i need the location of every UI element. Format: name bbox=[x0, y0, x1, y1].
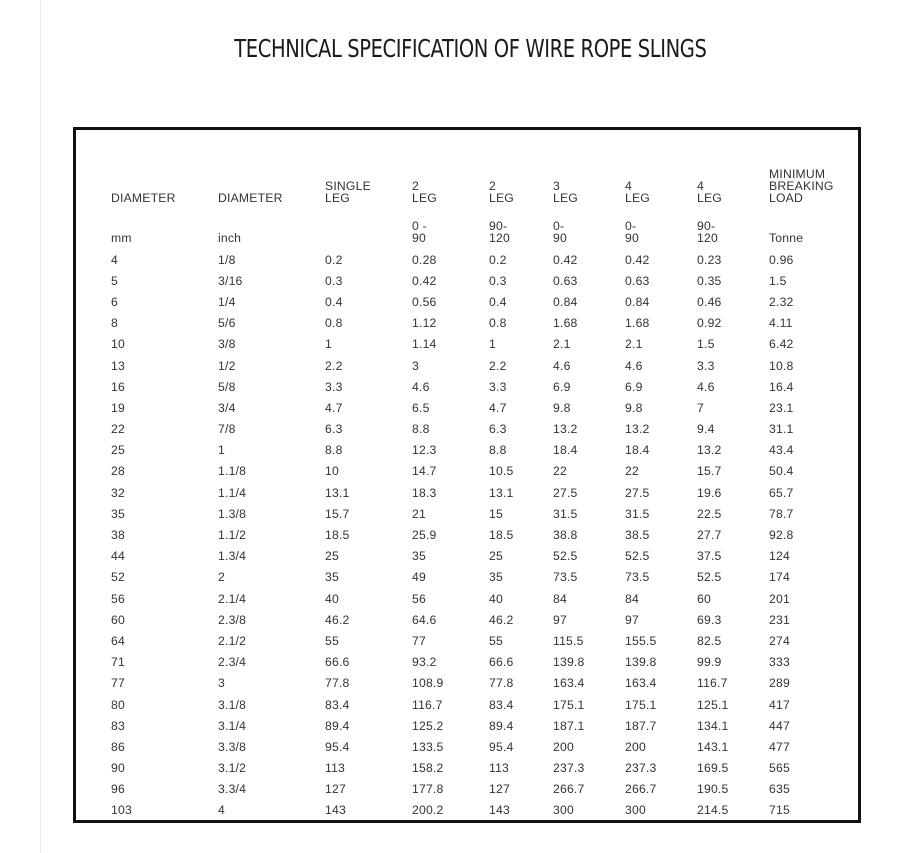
table-cell: 16 bbox=[111, 379, 125, 394]
table-cell: 97 bbox=[625, 612, 639, 627]
table-cell: 32 bbox=[111, 485, 125, 500]
table-row bbox=[111, 715, 849, 736]
table-cell: 73.5 bbox=[553, 570, 578, 585]
column-unit: Tonne bbox=[769, 231, 804, 245]
table-cell: 289 bbox=[769, 676, 790, 691]
table-cell: 2.2 bbox=[489, 358, 507, 373]
table-cell: 69.3 bbox=[697, 612, 722, 627]
table-cell: 1.68 bbox=[625, 316, 650, 331]
table-cell: 31.5 bbox=[553, 506, 578, 521]
table-cell: 7/8 bbox=[218, 422, 236, 437]
table-cell: 3.1/8 bbox=[218, 697, 247, 712]
table-cell: 73.5 bbox=[625, 570, 650, 585]
table-cell: 0.84 bbox=[553, 294, 578, 309]
table-cell: 0.84 bbox=[625, 294, 650, 309]
table-cell: 66.6 bbox=[489, 655, 514, 670]
table-cell: 1 bbox=[218, 443, 225, 458]
table-cell: 22.5 bbox=[697, 506, 722, 521]
table-cell: 1 bbox=[489, 337, 496, 352]
table-cell: 44 bbox=[111, 549, 125, 564]
table-cell: 187.1 bbox=[553, 718, 585, 733]
table-row bbox=[111, 630, 849, 651]
table-cell: 116.7 bbox=[412, 697, 443, 712]
table-cell: 27.5 bbox=[553, 485, 578, 500]
table-cell: 95.4 bbox=[325, 739, 350, 754]
table-cell: 96 bbox=[111, 782, 125, 797]
table-cell: 116.7 bbox=[697, 676, 728, 691]
table-cell: 40 bbox=[325, 591, 339, 606]
table-cell: 92.8 bbox=[769, 528, 794, 543]
table-cell: 77.8 bbox=[489, 676, 514, 691]
table-cell: 0.42 bbox=[412, 273, 437, 288]
table-cell: 175.1 bbox=[553, 697, 585, 712]
table-cell: 4.6 bbox=[625, 358, 643, 373]
table-cell: 0.92 bbox=[697, 316, 722, 331]
table-cell: 3.3 bbox=[489, 379, 507, 394]
table-cell: 6 bbox=[111, 294, 118, 309]
table-cell: 9.8 bbox=[625, 400, 643, 415]
column-header: DIAMETER bbox=[218, 191, 283, 205]
table-cell: 447 bbox=[769, 718, 790, 733]
table-cell: 78.7 bbox=[769, 506, 794, 521]
table-cell: 3.3/8 bbox=[218, 739, 247, 754]
table-cell: 1/4 bbox=[218, 294, 236, 309]
table-cell: 25 bbox=[111, 443, 125, 458]
table-cell: 52 bbox=[111, 570, 125, 585]
table-cell: 4.7 bbox=[325, 400, 343, 415]
table-cell: 133.5 bbox=[412, 739, 444, 754]
table-cell: 4.11 bbox=[769, 316, 793, 331]
table-cell: 124 bbox=[769, 549, 790, 564]
table-cell: 28 bbox=[111, 464, 125, 479]
table-cell: 163.4 bbox=[625, 676, 657, 691]
table-cell: 6.42 bbox=[769, 337, 794, 352]
table-cell: 22 bbox=[111, 422, 125, 437]
table-cell: 0.96 bbox=[769, 252, 794, 267]
table-cell: 13 bbox=[111, 358, 125, 373]
table-cell: 0.4 bbox=[489, 294, 507, 309]
table-row bbox=[111, 355, 849, 376]
table-row bbox=[111, 779, 849, 800]
table-cell: 139.8 bbox=[625, 655, 657, 670]
table-cell: 13.2 bbox=[697, 443, 722, 458]
table-cell: 0.46 bbox=[697, 294, 722, 309]
table-cell: 55 bbox=[489, 633, 503, 648]
table-cell: 231 bbox=[769, 612, 790, 627]
table-cell: 9.4 bbox=[697, 422, 715, 437]
table-cell: 6.3 bbox=[325, 422, 343, 437]
table-cell: 4 bbox=[111, 252, 118, 267]
table-cell: 83.4 bbox=[489, 697, 514, 712]
table-cell: 0.28 bbox=[412, 252, 437, 267]
table-cell: 18.5 bbox=[325, 528, 350, 543]
table-cell: 10 bbox=[325, 464, 339, 479]
column-header: 2 LEG bbox=[412, 179, 437, 205]
column-unit bbox=[325, 208, 412, 249]
table-row bbox=[111, 461, 849, 482]
table-row bbox=[111, 419, 849, 440]
table-cell: 86 bbox=[111, 739, 125, 754]
table-unit-row bbox=[111, 208, 849, 249]
column-header: 4 LEG bbox=[697, 179, 722, 205]
table-cell: 417 bbox=[769, 697, 790, 712]
table-row bbox=[111, 652, 849, 673]
table-row bbox=[111, 503, 849, 524]
table-cell: 37.5 bbox=[697, 549, 722, 564]
table-cell: 35 bbox=[489, 570, 503, 585]
page-title: TECHNICAL SPECIFICATION OF WIRE ROPE SLINGS bbox=[234, 34, 707, 63]
table-cell: 175.1 bbox=[625, 697, 657, 712]
table-cell: 1.1/8 bbox=[218, 464, 247, 479]
column-unit: inch bbox=[218, 231, 242, 245]
table-cell: 0.63 bbox=[553, 273, 578, 288]
table-cell: 3.1/4 bbox=[218, 718, 247, 733]
table-cell: 65.7 bbox=[769, 485, 794, 500]
table-cell: 52.5 bbox=[553, 549, 578, 564]
table-cell: 2.1/4 bbox=[218, 591, 247, 606]
table-cell: 113 bbox=[489, 761, 510, 776]
table-cell: 4.6 bbox=[697, 379, 715, 394]
table-cell: 0.8 bbox=[325, 316, 343, 331]
column-unit: 0 - 90 bbox=[412, 219, 427, 245]
column-header: 2 LEG bbox=[489, 179, 514, 205]
table-cell: 2.2 bbox=[325, 358, 343, 373]
table-cell: 163.4 bbox=[553, 676, 585, 691]
table-cell: 715 bbox=[769, 803, 790, 818]
table-cell: 22 bbox=[625, 464, 639, 479]
table-cell: 6.9 bbox=[553, 379, 571, 394]
table-cell: 6.9 bbox=[625, 379, 643, 394]
table-cell: 83.4 bbox=[325, 697, 350, 712]
column-unit: 0- 90 bbox=[553, 219, 567, 245]
table-cell: 38.8 bbox=[553, 528, 578, 543]
table-cell: 6.3 bbox=[489, 422, 507, 437]
table-cell: 1/8 bbox=[218, 252, 236, 267]
table-cell: 1/2 bbox=[218, 358, 236, 373]
table-cell: 333 bbox=[769, 655, 790, 670]
table-cell: 0.8 bbox=[489, 316, 507, 331]
table-cell: 1.3/8 bbox=[218, 506, 247, 521]
column-unit: mm bbox=[111, 231, 132, 245]
table-cell: 22 bbox=[553, 464, 567, 479]
table-cell: 27.7 bbox=[697, 528, 722, 543]
table-cell: 0.4 bbox=[325, 294, 343, 309]
table-cell: 0.42 bbox=[553, 252, 578, 267]
table-row bbox=[111, 270, 849, 291]
table-cell: 134.1 bbox=[697, 718, 729, 733]
table-cell: 84 bbox=[625, 591, 639, 606]
column-header: MINIMUM BREAKING LOAD bbox=[769, 167, 834, 205]
table-cell: 3.3 bbox=[325, 379, 343, 394]
table-cell: 31.1 bbox=[769, 422, 794, 437]
table-cell: 1.14 bbox=[412, 337, 437, 352]
table-cell: 80 bbox=[111, 697, 125, 712]
table-row bbox=[111, 313, 849, 334]
table-cell: 177.8 bbox=[412, 782, 444, 797]
table-cell: 2 bbox=[218, 570, 225, 585]
table-cell: 635 bbox=[769, 782, 790, 797]
table-cell: 77.8 bbox=[325, 676, 350, 691]
table-cell: 5/6 bbox=[218, 316, 236, 331]
table-cell: 103 bbox=[111, 803, 132, 818]
table-cell: 125.1 bbox=[697, 697, 729, 712]
table-cell: 64 bbox=[111, 633, 125, 648]
table-cell: 13.2 bbox=[553, 422, 578, 437]
table-cell: 55 bbox=[325, 633, 339, 648]
table-cell: 25 bbox=[489, 549, 503, 564]
table-cell: 5/8 bbox=[218, 379, 236, 394]
table-cell: 143 bbox=[489, 803, 510, 818]
table-cell: 158.2 bbox=[412, 761, 444, 776]
table-cell: 139.8 bbox=[553, 655, 585, 670]
column-header: 4 LEG bbox=[625, 179, 650, 205]
table-cell: 38.5 bbox=[625, 528, 650, 543]
table-row bbox=[111, 440, 849, 461]
table-cell: 3 bbox=[412, 358, 419, 373]
table-cell: 52.5 bbox=[625, 549, 650, 564]
table-cell: 1.68 bbox=[553, 316, 578, 331]
table-cell: 237.3 bbox=[625, 761, 657, 776]
table-row bbox=[111, 758, 849, 779]
table-cell: 15.7 bbox=[697, 464, 722, 479]
column-unit: 90- 120 bbox=[489, 219, 510, 245]
table-cell: 0.2 bbox=[489, 252, 507, 267]
spec-table-frame bbox=[73, 127, 861, 823]
table-cell: 155.5 bbox=[625, 633, 657, 648]
table-cell: 46.2 bbox=[325, 612, 350, 627]
table-cell: 8.8 bbox=[325, 443, 343, 458]
table-cell: 10.8 bbox=[769, 358, 794, 373]
table-cell: 3.1/2 bbox=[218, 761, 247, 776]
table-cell: 200.2 bbox=[412, 803, 444, 818]
table-row bbox=[111, 397, 849, 418]
table-cell: 0.35 bbox=[697, 273, 722, 288]
table-cell: 200 bbox=[625, 739, 646, 754]
table-cell: 40 bbox=[489, 591, 503, 606]
table-cell: 0.3 bbox=[489, 273, 507, 288]
table-cell: 25.9 bbox=[412, 528, 437, 543]
column-header: DIAMETER bbox=[111, 191, 176, 205]
column-header: 3 LEG bbox=[553, 179, 578, 205]
table-cell: 4.7 bbox=[489, 400, 507, 415]
table-cell: 565 bbox=[769, 761, 790, 776]
table-cell: 35 bbox=[111, 506, 125, 521]
table-cell: 300 bbox=[553, 803, 574, 818]
table-cell: 60 bbox=[697, 591, 711, 606]
table-cell: 35 bbox=[325, 570, 339, 585]
table-row bbox=[111, 334, 849, 355]
table-cell: 1.5 bbox=[769, 273, 787, 288]
table-cell: 16.4 bbox=[769, 379, 794, 394]
table-cell: 127 bbox=[489, 782, 510, 797]
column-header: SINGLE LEG bbox=[325, 179, 371, 205]
table-cell: 60 bbox=[111, 612, 125, 627]
table-row bbox=[111, 567, 849, 588]
table-cell: 2.1 bbox=[553, 337, 571, 352]
table-cell: 50.4 bbox=[769, 464, 794, 479]
table-cell: 97 bbox=[553, 612, 567, 627]
table-cell: 200 bbox=[553, 739, 574, 754]
table-cell: 2.3/8 bbox=[218, 612, 247, 627]
table-cell: 3.3 bbox=[697, 358, 715, 373]
table-cell: 38 bbox=[111, 528, 125, 543]
table-row bbox=[111, 673, 849, 694]
table-cell: 15 bbox=[489, 506, 503, 521]
table-row bbox=[111, 736, 849, 757]
table-cell: 12.3 bbox=[412, 443, 437, 458]
table-cell: 3/4 bbox=[218, 400, 236, 415]
table-cell: 1.1/2 bbox=[218, 528, 247, 543]
page-left-rule bbox=[40, 0, 41, 853]
table-row bbox=[111, 609, 849, 630]
table-cell: 35 bbox=[412, 549, 426, 564]
table-row bbox=[111, 694, 849, 715]
table-cell: 3 bbox=[218, 676, 225, 691]
table-cell: 0.56 bbox=[412, 294, 437, 309]
table-cell: 3/16 bbox=[218, 273, 243, 288]
table-cell: 27.5 bbox=[625, 485, 650, 500]
table-cell: 0.42 bbox=[625, 252, 650, 267]
table-cell: 113 bbox=[325, 761, 346, 776]
table-row bbox=[111, 249, 849, 270]
table-cell: 93.2 bbox=[412, 655, 437, 670]
table-cell: 13.1 bbox=[489, 485, 514, 500]
table-cell: 14.7 bbox=[412, 464, 437, 479]
table-cell: 2.1 bbox=[625, 337, 643, 352]
table-row bbox=[111, 588, 849, 609]
table-cell: 0.3 bbox=[325, 273, 343, 288]
table-cell: 115.5 bbox=[553, 633, 584, 648]
table-cell: 1 bbox=[325, 337, 332, 352]
table-cell: 1.3/4 bbox=[218, 549, 247, 564]
table-cell: 1.1/4 bbox=[218, 485, 247, 500]
table-cell: 90 bbox=[111, 761, 125, 776]
table-cell: 9.8 bbox=[553, 400, 571, 415]
table-cell: 82.5 bbox=[697, 633, 722, 648]
table-cell: 19 bbox=[111, 400, 125, 415]
table-cell: 31.5 bbox=[625, 506, 650, 521]
table-cell: 8 bbox=[111, 316, 118, 331]
table-cell: 56 bbox=[111, 591, 125, 606]
table-cell: 52.5 bbox=[697, 570, 722, 585]
table-cell: 127 bbox=[325, 782, 346, 797]
table-cell: 18.3 bbox=[412, 485, 437, 500]
table-cell: 190.5 bbox=[697, 782, 729, 797]
table-cell: 23.1 bbox=[769, 400, 794, 415]
table-cell: 0.2 bbox=[325, 252, 343, 267]
table-cell: 13.1 bbox=[325, 485, 350, 500]
table-cell: 3.3/4 bbox=[218, 782, 247, 797]
table-cell: 1.5 bbox=[697, 337, 715, 352]
table-cell: 5 bbox=[111, 273, 118, 288]
table-row bbox=[111, 482, 849, 503]
table-cell: 7 bbox=[697, 400, 704, 415]
table-cell: 25 bbox=[325, 549, 339, 564]
table-cell: 125.2 bbox=[412, 718, 444, 733]
table-cell: 2.1/2 bbox=[218, 633, 247, 648]
table-cell: 108.9 bbox=[412, 676, 444, 691]
table-cell: 1.12 bbox=[412, 316, 437, 331]
table-cell: 169.5 bbox=[697, 761, 729, 776]
table-cell: 187.7 bbox=[625, 718, 657, 733]
table-cell: 4.6 bbox=[553, 358, 571, 373]
table-cell: 64.6 bbox=[412, 612, 437, 627]
spec-table bbox=[111, 154, 849, 821]
table-cell: 77 bbox=[111, 676, 125, 691]
table-row bbox=[111, 546, 849, 567]
table-cell: 89.4 bbox=[325, 718, 350, 733]
table-cell: 174 bbox=[769, 570, 790, 585]
table-cell: 6.5 bbox=[412, 400, 430, 415]
column-unit: 90- 120 bbox=[697, 219, 718, 245]
table-cell: 8.8 bbox=[412, 422, 430, 437]
table-cell: 201 bbox=[769, 591, 790, 606]
table-cell: 143.1 bbox=[697, 739, 729, 754]
table-cell: 46.2 bbox=[489, 612, 514, 627]
table-cell: 266.7 bbox=[625, 782, 657, 797]
table-cell: 89.4 bbox=[489, 718, 514, 733]
table-cell: 477 bbox=[769, 739, 790, 754]
table-header-row bbox=[111, 154, 849, 208]
table-cell: 18.4 bbox=[553, 443, 578, 458]
table-row bbox=[111, 800, 849, 821]
table-cell: 10 bbox=[111, 337, 125, 352]
table-cell: 18.5 bbox=[489, 528, 514, 543]
table-cell: 266.7 bbox=[553, 782, 585, 797]
table-cell: 2.3/4 bbox=[218, 655, 247, 670]
table-row bbox=[111, 524, 849, 545]
table-cell: 21 bbox=[412, 506, 426, 521]
table-cell: 13.2 bbox=[625, 422, 650, 437]
table-row bbox=[111, 376, 849, 397]
table-cell: 84 bbox=[553, 591, 567, 606]
table-cell: 214.5 bbox=[697, 803, 729, 818]
table-cell: 4.6 bbox=[412, 379, 430, 394]
table-cell: 274 bbox=[769, 633, 790, 648]
table-cell: 43.4 bbox=[769, 443, 794, 458]
table-cell: 19.6 bbox=[697, 485, 722, 500]
table-cell: 15.7 bbox=[325, 506, 350, 521]
table-cell: 49 bbox=[412, 570, 426, 585]
table-cell: 4 bbox=[218, 803, 225, 818]
table-cell: 0.23 bbox=[697, 252, 722, 267]
table-cell: 3/8 bbox=[218, 337, 236, 352]
table-cell: 2.32 bbox=[769, 294, 794, 309]
table-cell: 300 bbox=[625, 803, 646, 818]
table-cell: 66.6 bbox=[325, 655, 350, 670]
table-row bbox=[111, 291, 849, 312]
table-cell: 18.4 bbox=[625, 443, 650, 458]
table-cell: 71 bbox=[111, 655, 125, 670]
table-cell: 143 bbox=[325, 803, 346, 818]
table-cell: 8.8 bbox=[489, 443, 507, 458]
table-cell: 77 bbox=[412, 633, 426, 648]
table-cell: 99.9 bbox=[697, 655, 722, 670]
table-cell: 95.4 bbox=[489, 739, 514, 754]
column-unit: 0- 90 bbox=[625, 219, 639, 245]
table-cell: 10.5 bbox=[489, 464, 514, 479]
table-cell: 237.3 bbox=[553, 761, 585, 776]
table-cell: 83 bbox=[111, 718, 125, 733]
table-cell: 56 bbox=[412, 591, 426, 606]
table-cell: 0.63 bbox=[625, 273, 650, 288]
